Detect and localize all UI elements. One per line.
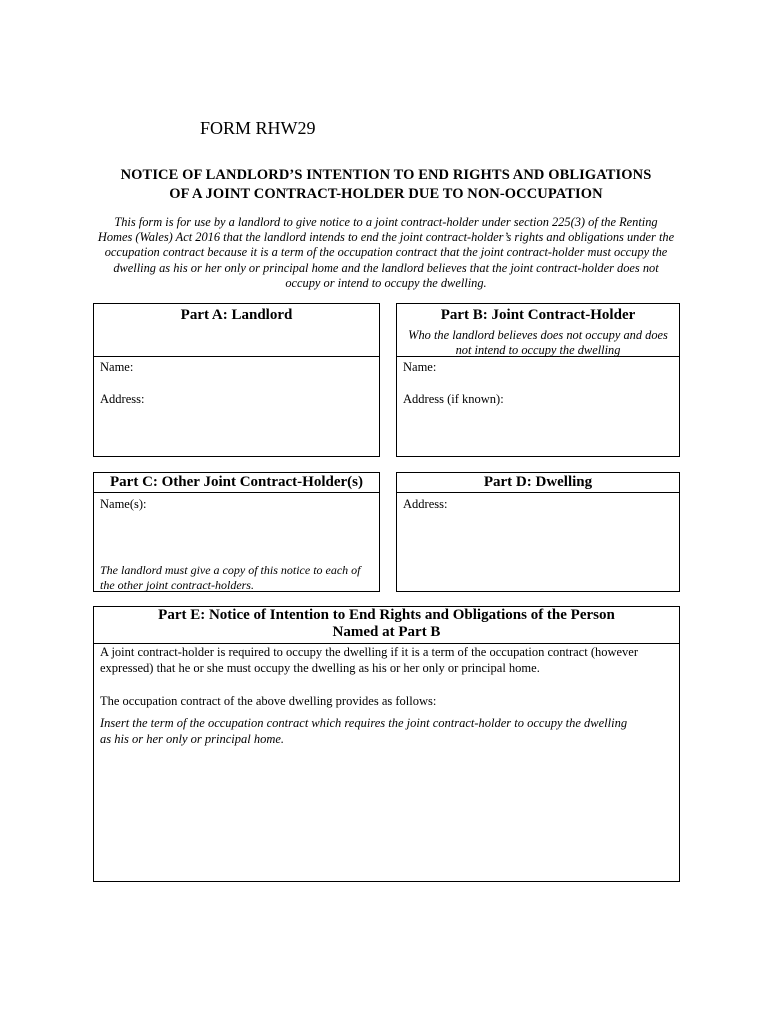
- intro-text: This form is for use by a landlord to give notice to a joint contract-holder under section 225(3) of the Renting Homes (Wales) Act 2016 that the landlord intends to end the joint contract-holder’s rights and obligations under the occupation contract because it is a term of the occupation contract that the joint contract-holder must occupy the dwelling as his or her only or principal home and the landlord believes that the joint contract-holder does not occupy or intend to occupy the dwelling.: [97, 215, 675, 290]
- occupation-term-entry-area[interactable]: [100, 749, 673, 875]
- part-a-box: [93, 303, 380, 457]
- part-b-heading: Part B: Joint Contract-Holder: [440, 307, 636, 323]
- form-title: [92, 166, 680, 204]
- part-c-heading: Part C: Other Joint Contract-Holder(s): [110, 474, 363, 490]
- form-title-line-1: NOTICE OF LANDLORD’S INTENTION TO END RIGHTS AND OBLIGATIONS: [120, 167, 652, 183]
- contract-holder-address-field[interactable]: Address (if known):: [403, 392, 504, 406]
- part-a-divider: [94, 356, 379, 357]
- part-e-instruction: Insert the term of the occupation contract which requires the joint contract-holder to occupy the dwelling as his or her only or principal home.: [100, 716, 628, 746]
- other-contract-holders-names-field[interactable]: Name(s):: [100, 497, 147, 511]
- dwelling-address-field[interactable]: Address:: [403, 497, 448, 511]
- part-b-box: [396, 303, 680, 457]
- part-d-box: [396, 472, 680, 592]
- contract-holder-name-field[interactable]: Name:: [403, 360, 437, 374]
- part-e-box: [93, 606, 680, 882]
- part-e-paragraph-2: The occupation contract of the above dwelling provides as follows:: [100, 694, 437, 708]
- form-id: FORM RHW29: [200, 118, 316, 138]
- part-c-divider: [94, 492, 379, 493]
- landlord-name-field[interactable]: Name:: [100, 360, 134, 374]
- part-c-note: The landlord must give a copy of this notice to each of the other joint contract-holders.: [100, 563, 361, 592]
- landlord-address-field[interactable]: Address:: [100, 392, 145, 406]
- part-b-divider: [397, 356, 679, 357]
- part-a-heading: Part A: Landlord: [180, 307, 293, 323]
- part-b-subheading: Who the landlord believes does not occupy and does not intend to occupy the dwelling: [408, 328, 668, 357]
- form-title-line-2: OF A JOINT CONTRACT-HOLDER DUE TO NON-OCCUPATION: [169, 186, 603, 202]
- part-c-box: [93, 472, 380, 592]
- part-e-paragraph-1: A joint contract-holder is required to occupy the dwelling if it is a term of the occupation contract (however expressed) that he or she must occupy the dwelling as his or her only or principal home.: [100, 645, 639, 675]
- part-e-heading: Part E: Notice of Intention to End Rights and Obligations of the Person Named at Part B: [158, 607, 615, 640]
- part-d-divider: [397, 492, 679, 493]
- part-d-heading: Part D: Dwelling: [483, 474, 593, 490]
